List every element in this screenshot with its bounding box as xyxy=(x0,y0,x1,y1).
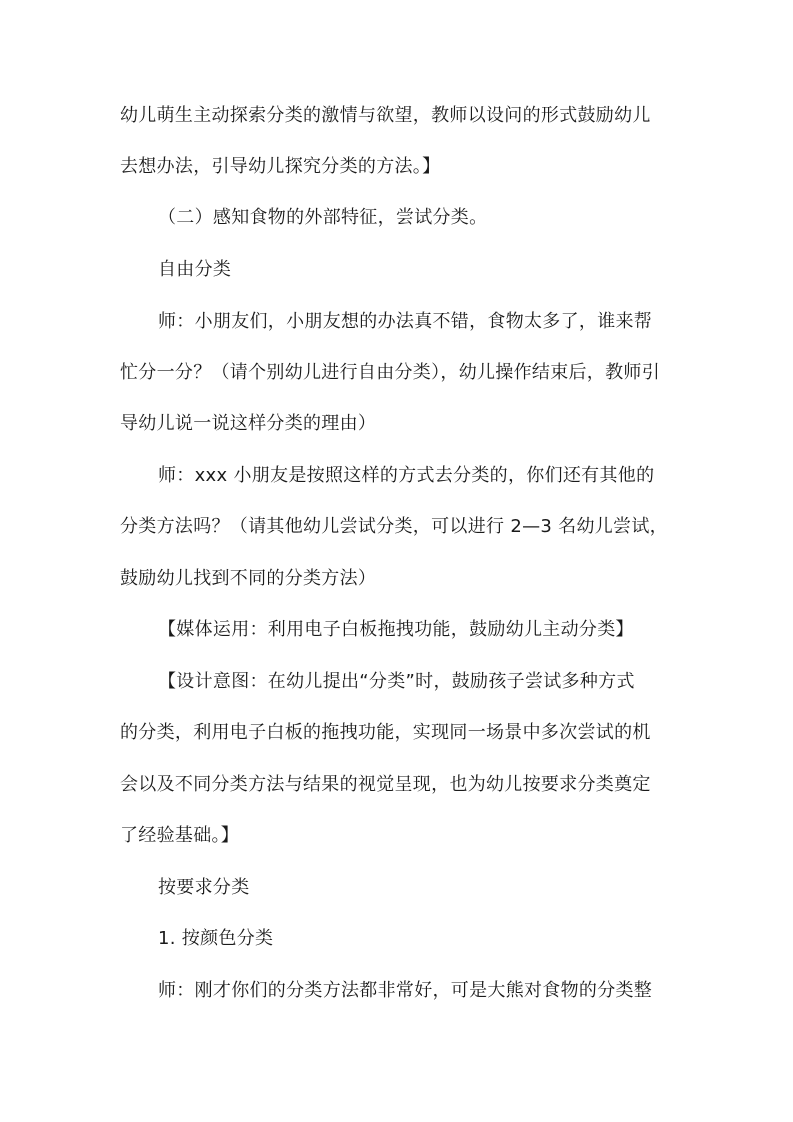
design-intent-line: 的分类，利用电子白板的拖拽功能，实现同一场景中多次尝试的机 xyxy=(120,722,651,743)
list-item-heading: 1. 按颜色分类 xyxy=(158,928,274,949)
text-line: 师：小朋友们，小朋友想的办法真不错，食物太多了，谁来帮 xyxy=(158,311,653,332)
text-line: 幼儿萌生主动探索分类的激情与欲望，教师以设问的形式鼓励幼儿 xyxy=(120,105,651,126)
text-line: 去想办法，引导幼儿探究分类的方法。】 xyxy=(120,156,441,177)
design-intent-line: 会以及不同分类方法与结果的视觉呈现，也为幼儿按要求分类奠定 xyxy=(120,774,651,795)
media-note: 【媒体运用：利用电子白板拖拽功能，鼓励幼儿主动分类】 xyxy=(158,619,634,640)
section-heading: （二）感知食物的外部特征，尝试分类。 xyxy=(158,207,488,228)
subsection-heading: 自由分类 xyxy=(158,259,232,280)
text-line: 分类方法吗？（请其他幼儿尝试分类，可以进行 2—3 名幼儿尝试， xyxy=(120,516,668,537)
text-line: 鼓励幼儿找到不同的分类方法） xyxy=(120,568,377,589)
text-line: 导幼儿说一说这样分类的理由） xyxy=(120,413,377,434)
design-intent-line: 【设计意图：在幼儿提出“分类”时，鼓励孩子尝试多种方式 xyxy=(158,671,635,692)
text-line: 师：xxx 小朋友是按照这样的方式去分类的，你们还有其他的 xyxy=(158,465,655,486)
text-line: 忙分一分？（请个别幼儿进行自由分类），幼儿操作结束后，教师引 xyxy=(120,362,660,383)
subsection-heading: 按要求分类 xyxy=(158,877,250,898)
text-line: 师：刚才你们的分类方法都非常好，可是大熊对食物的分类整 xyxy=(158,980,653,1001)
design-intent-line: 了经验基础。】 xyxy=(120,825,240,846)
